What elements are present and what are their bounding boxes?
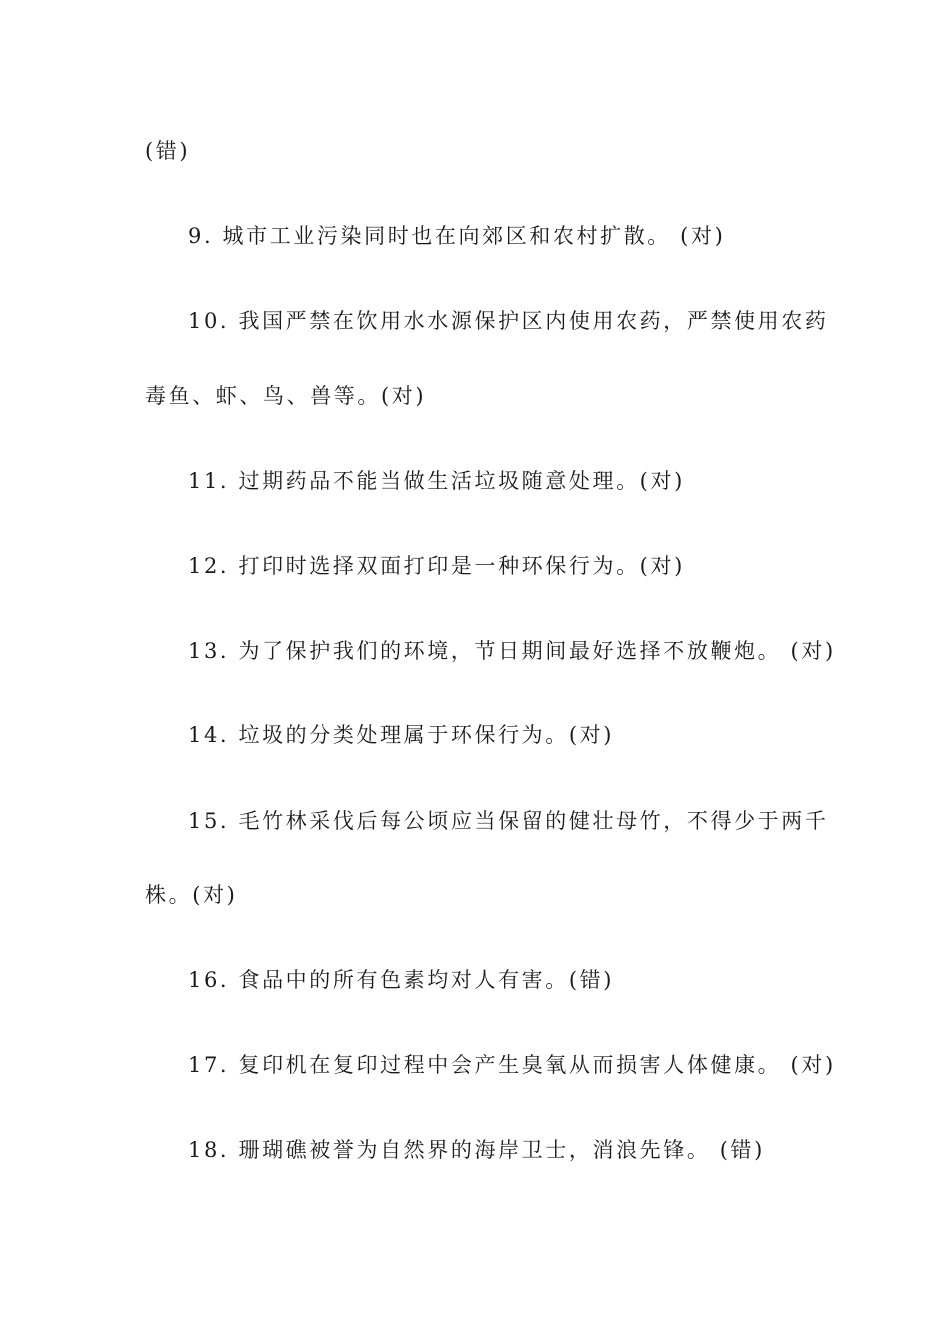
answer-continuation-line: (错) (145, 139, 191, 163)
question-9: 9. 城市工业污染同时也在向郊区和农村扩散。 (对) (188, 224, 726, 248)
question-15-continuation: 株。(对) (145, 883, 238, 907)
question-17: 17. 复印机在复印过程中会产生臭氧从而损害人体健康。 (对) (188, 1053, 836, 1077)
question-15: 15. 毛竹林采伐后每公顷应当保留的健壮母竹，不得少于两千 (188, 809, 829, 833)
question-18: 18. 珊瑚礁被誉为自然界的海岸卫士，消浪先锋。 (错) (188, 1138, 765, 1162)
question-16: 16. 食品中的所有色素均对人有害。(错) (188, 968, 615, 992)
question-10-continuation: 毒鱼、虾、鸟、兽等。(对) (145, 384, 427, 408)
question-14: 14. 垃圾的分类处理属于环保行为。(对) (188, 723, 615, 747)
question-13: 13. 为了保护我们的环境，节日期间最好选择不放鞭炮。 (对) (188, 639, 836, 663)
question-11: 11. 过期药品不能当做生活垃圾随意处理。(对) (188, 469, 685, 493)
question-10: 10. 我国严禁在饮用水水源保护区内使用农药，严禁使用农药 (188, 309, 829, 333)
question-12: 12. 打印时选择双面打印是一种环保行为。(对) (188, 554, 685, 578)
